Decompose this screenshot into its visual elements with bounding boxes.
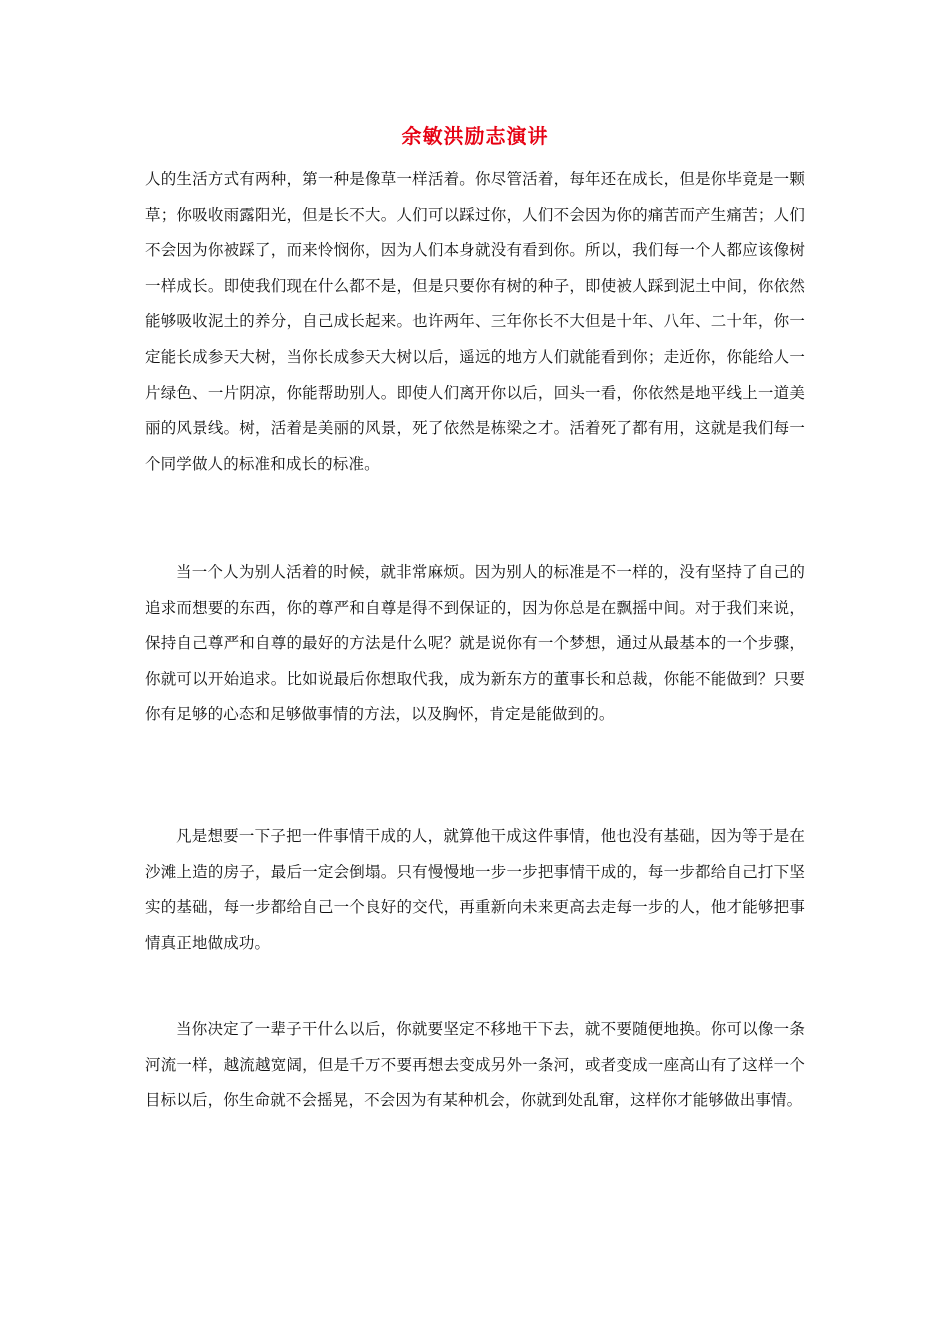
paragraph-4: 当你决定了一辈子干什么以后，你就要坚定不移地干下去，就不要随便地换。你可以像一条河流一样，越流越宽阔，但是千万不要再想去变成另外一条河，或者变成一座高山有了这样一个目标以后，你生命就不会摇晃，不会因为有某种机会，你就到处乱窜，这样你才能够做出事情。	[145, 1020, 805, 1110]
paragraph-2: 当一个人为别人活着的时候，就非常麻烦。因为别人的标准是不一样的，没有坚持了自己的追求而想要的东西，你的尊严和自尊是得不到保证的，因为你总是在飘摇中间。对于我们来说，保持自己尊严和自尊的最好的方法是什么呢？就是说你有一个梦想，通过从最基本的一个步骤，你就可以开始追求。比如说最后你想取代我，成为新东方的董事长和总裁，你能不能做到？只要你有足够的心态和足够做事情的方法，以及胸怀，肯定是能做到的。	[145, 563, 805, 724]
paragraph-3: 凡是想要一下子把一件事情干成的人，就算他干成这件事情，他也没有基础，因为等于是在沙滩上造的房子，最后一定会倒塌。只有慢慢地一步一步把事情干成的，每一步都给自己打下坚实的基础，每一步都给自己一个良好的交代，再重新向未来更高去走每一步的人，他才能够把事情真正地做成功。	[145, 827, 805, 952]
paragraph-1: 人的生活方式有两种，第一种是像草一样活着。你尽管活着，每年还在成长，但是你毕竟是一颗草；你吸收雨露阳光，但是长不大。人们可以踩过你，人们不会因为你的痛苦而产生痛苦；人们不会因为你被踩了，而来怜悯你，因为人们本身就没有看到你。所以，我们每一个人都应该像树一样成长。即使我们现在什么都不是，但是只要你有树的种子，即使被人踩到泥土中间，你依然能够吸收泥土的养分，自己成长起来。也许两年、三年你长不大但是十年、八年、二十年，你一定能长成参天大树，当你长成参天大树以后，遥远的地方人们就能看到你；走近你，你能给人一片绿色、一片阴凉，你能帮助别人。即使人们离开你以后，回头一看，你依然是地平线上一道美丽的风景线。树，活着是美丽的风景，死了依然是栋梁之才。活着死了都有用，这就是我们每一个同学做人的标准和成长的标准。	[145, 170, 805, 473]
page-title: 余敏洪励志演讲	[401, 124, 549, 148]
